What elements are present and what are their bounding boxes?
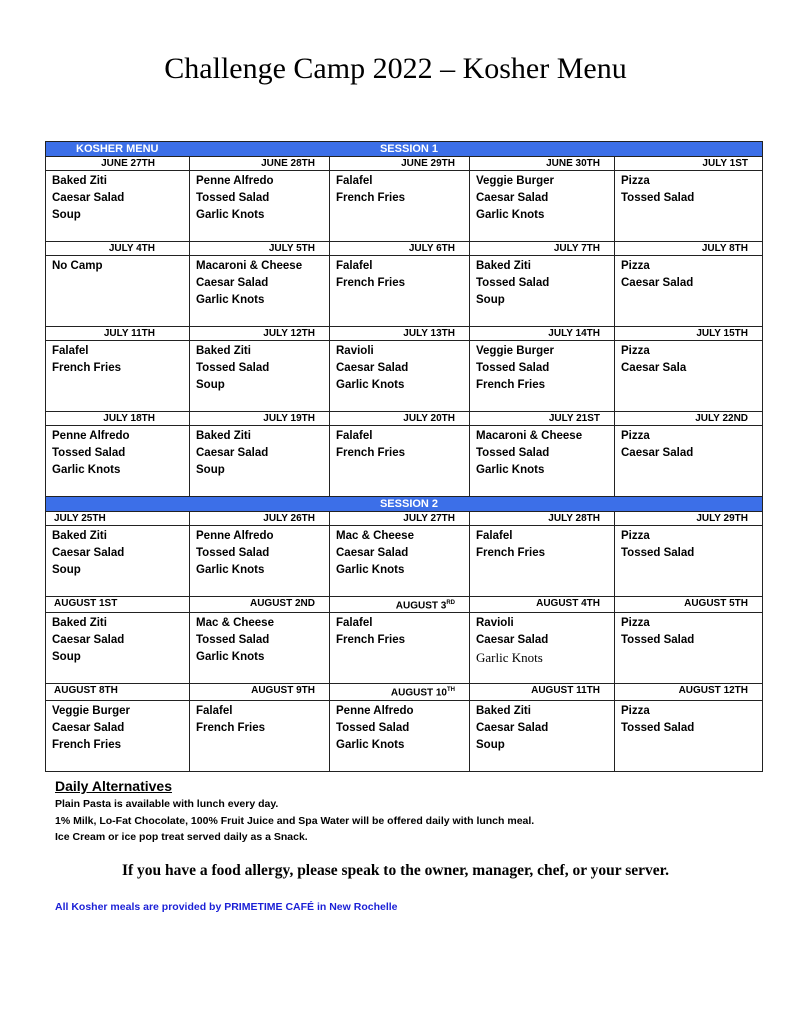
date-cell: JULY 14TH	[470, 327, 615, 341]
week-date-row	[46, 242, 763, 256]
menu-item: French Fries	[336, 277, 406, 289]
week-menu-row	[46, 526, 763, 597]
menu-item: French Fries	[196, 721, 266, 734]
menu-cell	[615, 526, 763, 597]
menu-cell	[46, 426, 190, 497]
menu-cell	[470, 256, 615, 327]
date-text: AUGUST 10	[390, 687, 447, 699]
date-cell: AUGUST 2ND	[190, 597, 330, 613]
menu-cell	[330, 526, 470, 597]
week-menu-row	[46, 171, 763, 242]
menu-cell	[330, 426, 470, 497]
menu-item: Soup	[476, 738, 505, 751]
menu-cell	[190, 341, 330, 412]
menu-item: Caesar Salad	[52, 634, 125, 647]
menu-item: Garlic Knots	[52, 464, 121, 476]
week-date-row	[46, 157, 763, 171]
date-cell: JUNE 29TH	[330, 157, 470, 171]
menu-item: Veggie Burger	[52, 704, 130, 717]
menu-cell	[46, 341, 190, 412]
menu-item: French Fries	[336, 447, 406, 459]
date-cell: JULY 13TH	[330, 327, 470, 341]
date-cell: JUNE 30TH	[470, 157, 615, 171]
menu-item: Pizza	[621, 260, 650, 272]
menu-cell	[615, 613, 763, 684]
menu-cell	[615, 700, 763, 771]
date-cell: JULY 7TH	[470, 242, 615, 256]
menu-item: Garlic Knots	[336, 564, 405, 576]
menu-item: Veggie Burger	[476, 175, 554, 187]
session-2-bar	[46, 497, 763, 512]
date-cell: AUGUST 11TH	[470, 684, 615, 700]
menu-item: Tossed Salad	[196, 192, 270, 204]
date-cell: JULY 8TH	[615, 242, 763, 256]
date-cell: AUGUST 4TH	[470, 597, 615, 613]
menu-item: Soup	[52, 564, 81, 576]
date-cell: JULY 26TH	[190, 512, 330, 526]
menu-item: Soup	[196, 379, 225, 391]
page-title: Challenge Camp 2022 – Kosher Menu	[164, 52, 627, 85]
allergy-notice: If you have a food allergy, please speak to the owner, manager, chef, or your server.	[121, 862, 670, 879]
menu-item: Garlic Knots	[196, 651, 265, 664]
date-cell: JUNE 28TH	[190, 157, 330, 171]
menu-item: Pizza	[621, 530, 650, 542]
menu-cell	[190, 256, 330, 327]
date-cell: JUNE 27TH	[46, 157, 190, 171]
date-cell: AUGUST 8TH	[46, 684, 190, 700]
week-date-row	[46, 327, 763, 341]
menu-item: Pizza	[621, 345, 650, 357]
menu-cell	[470, 613, 615, 684]
menu-item: Garlic Knots	[476, 464, 545, 476]
menu-item: Soup	[52, 651, 81, 664]
week-menu-row	[46, 256, 763, 327]
date-cell: JULY 11TH	[46, 327, 190, 341]
date-cell	[330, 597, 470, 613]
menu-item: Tossed Salad	[52, 447, 126, 459]
date-cell: JULY 4TH	[46, 242, 190, 256]
menu-item: Veggie Burger	[476, 345, 554, 357]
menu-item: Baked Ziti	[196, 345, 251, 357]
menu-item: Pizza	[621, 704, 650, 717]
menu-item: Tossed Salad	[621, 547, 695, 559]
menu-cell	[46, 613, 190, 684]
session-2-label: SESSION 2	[379, 498, 439, 510]
menu-item: Baked Ziti	[52, 617, 107, 630]
menu-item: Caesar Salad	[621, 447, 694, 459]
date-cell: JULY 28TH	[470, 512, 615, 526]
session-1-bar	[46, 142, 763, 157]
menu-cell	[615, 171, 763, 242]
menu-item: Caesar Salad	[196, 277, 269, 289]
menu-item: Falafel	[336, 175, 373, 187]
menu-cell	[190, 700, 330, 771]
date-cell: JULY 6TH	[330, 242, 470, 256]
week-menu-row	[46, 426, 763, 497]
date-suffix: RD	[446, 600, 455, 606]
date-text: AUGUST 3	[395, 600, 447, 612]
alternatives-line: Ice Cream or ice pop treat served daily as a Snack.	[55, 831, 308, 843]
menu-item: Baked Ziti	[476, 704, 531, 717]
date-cell: JULY 15TH	[615, 327, 763, 341]
menu-item: Penne Alfredo	[52, 430, 130, 442]
menu-item: Falafel	[336, 617, 373, 630]
menu-cell	[470, 526, 615, 597]
date-cell: AUGUST 1ST	[46, 597, 190, 613]
menu-item: Tossed Salad	[336, 721, 410, 734]
menu-item: Caesar Salad	[52, 721, 125, 734]
menu-item: Baked Ziti	[476, 260, 531, 272]
date-cell: AUGUST 12TH	[615, 684, 763, 700]
menu-item: Caesar Salad	[476, 721, 549, 734]
menu-item: Baked Ziti	[196, 430, 251, 442]
date-cell: JULY 29TH	[615, 512, 763, 526]
menu-item: Garlic Knots	[196, 294, 265, 306]
menu-cell	[330, 613, 470, 684]
menu-item: Falafel	[476, 530, 513, 542]
menu-item: Baked Ziti	[52, 175, 107, 187]
menu-item: Falafel	[52, 345, 89, 357]
menu-cell	[46, 171, 190, 242]
menu-cell	[46, 256, 190, 327]
menu-item: Caesar Salad	[52, 547, 125, 559]
menu-item: No Camp	[52, 260, 103, 272]
menu-item: Garlic Knots	[336, 738, 405, 751]
menu-item: Ravioli	[476, 617, 514, 630]
menu-item: Ravioli	[336, 345, 374, 357]
menu-cell	[470, 171, 615, 242]
date-cell: JULY 27TH	[330, 512, 470, 526]
week-menu-row	[46, 341, 763, 412]
menu-item: Pizza	[621, 175, 650, 187]
menu-item: Tossed Salad	[621, 192, 695, 204]
provider-note: All Kosher meals are provided by PRIMETIME CAFÉ in New Rochelle	[55, 901, 398, 913]
menu-item: Penne Alfredo	[196, 530, 274, 542]
menu-item: Penne Alfredo	[196, 175, 274, 187]
menu-item: Baked Ziti	[52, 530, 107, 542]
menu-item: Macaroni & Cheese	[196, 260, 303, 272]
menu-item: Garlic Knots	[196, 564, 265, 576]
session-1-label: SESSION 1	[379, 143, 439, 155]
menu-item: Caesar Salad	[621, 277, 694, 289]
menu-item: French Fries	[476, 547, 546, 559]
menu-item: Caesar Salad	[476, 192, 549, 204]
menu-item: Penne Alfredo	[336, 704, 414, 717]
week-menu-row	[46, 700, 763, 771]
menu-item: Tossed Salad	[476, 277, 550, 289]
week-date-row	[46, 512, 763, 526]
menu-cell	[615, 341, 763, 412]
menu-item: Tossed Salad	[621, 721, 695, 734]
menu-item: Garlic Knots	[476, 209, 545, 221]
menu-item: Pizza	[621, 430, 650, 442]
menu-item: Tossed Salad	[196, 547, 270, 559]
week-menu-row	[46, 613, 763, 684]
menu-item: Tossed Salad	[476, 362, 550, 374]
menu-item: Macaroni & Cheese	[476, 430, 583, 442]
date-cell: JULY 21ST	[470, 412, 615, 426]
menu-item: Soup	[196, 464, 225, 476]
menu-item: Caesar Sala	[621, 362, 687, 374]
date-cell: JULY 19TH	[190, 412, 330, 426]
menu-item: French Fries	[52, 362, 122, 374]
date-cell: JULY 18TH	[46, 412, 190, 426]
date-cell: JULY 12TH	[190, 327, 330, 341]
menu-cell	[190, 526, 330, 597]
menu-item: Garlic Knots	[196, 209, 265, 221]
menu-item: Pizza	[621, 617, 650, 630]
menu-item: French Fries	[336, 192, 406, 204]
menu-item: Tossed Salad	[476, 447, 550, 459]
menu-label: KOSHER MENU	[76, 143, 159, 155]
menu-item: Falafel	[196, 704, 233, 717]
date-cell: AUGUST 5TH	[615, 597, 763, 613]
menu-item: French Fries	[52, 738, 122, 751]
daily-alternatives-heading: Daily Alternatives	[55, 778, 172, 794]
menu-item: Garlic Knots	[336, 379, 405, 391]
menu-item: French Fries	[476, 379, 546, 391]
menu-item: Soup	[476, 294, 505, 306]
menu-item: Caesar Salad	[476, 634, 549, 647]
menu-item: French Fries	[336, 634, 406, 647]
menu-cell	[46, 700, 190, 771]
date-cell	[330, 684, 470, 700]
week-date-row	[46, 684, 763, 700]
menu-cell	[190, 613, 330, 684]
date-cell: JULY 5TH	[190, 242, 330, 256]
menu-cell	[46, 526, 190, 597]
menu-item: Mac & Cheese	[196, 617, 274, 630]
menu-cell	[615, 256, 763, 327]
menu-item: Caesar Salad	[52, 192, 125, 204]
date-cell: JULY 22ND	[615, 412, 763, 426]
menu-item: Caesar Salad	[196, 447, 269, 459]
menu-cell	[330, 700, 470, 771]
week-date-row	[46, 412, 763, 426]
menu-cell	[190, 426, 330, 497]
menu-item: Falafel	[336, 430, 373, 442]
menu-item: Garlic Knots	[476, 650, 543, 666]
date-cell: JULY 1ST	[615, 157, 763, 171]
menu-cell	[615, 426, 763, 497]
menu-cell	[470, 341, 615, 412]
week-date-row	[46, 597, 763, 613]
date-cell: AUGUST 9TH	[190, 684, 330, 700]
menu-item: Tossed Salad	[621, 634, 695, 647]
menu-item: Tossed Salad	[196, 634, 270, 647]
menu-item: Caesar Salad	[336, 362, 409, 374]
menu-item: Falafel	[336, 260, 373, 272]
menu-item: Caesar Salad	[336, 547, 409, 559]
menu-cell	[470, 426, 615, 497]
menu-cell	[470, 700, 615, 771]
menu-cell	[330, 256, 470, 327]
alternatives-line: Plain Pasta is available with lunch every day.	[55, 798, 279, 810]
menu-item: Mac & Cheese	[336, 530, 414, 542]
menu-cell	[330, 341, 470, 412]
alternatives-line: 1% Milk, Lo-Fat Chocolate, 100% Fruit Juice and Spa Water will be offered daily with lunch meal.	[55, 815, 535, 827]
date-cell: JULY 25TH	[46, 512, 190, 526]
menu-item: Soup	[52, 209, 81, 221]
menu-item: Tossed Salad	[196, 362, 270, 374]
menu-table	[45, 141, 763, 772]
date-cell: JULY 20TH	[330, 412, 470, 426]
menu-cell	[330, 171, 470, 242]
menu-cell	[190, 171, 330, 242]
date-suffix: TH	[447, 687, 455, 694]
